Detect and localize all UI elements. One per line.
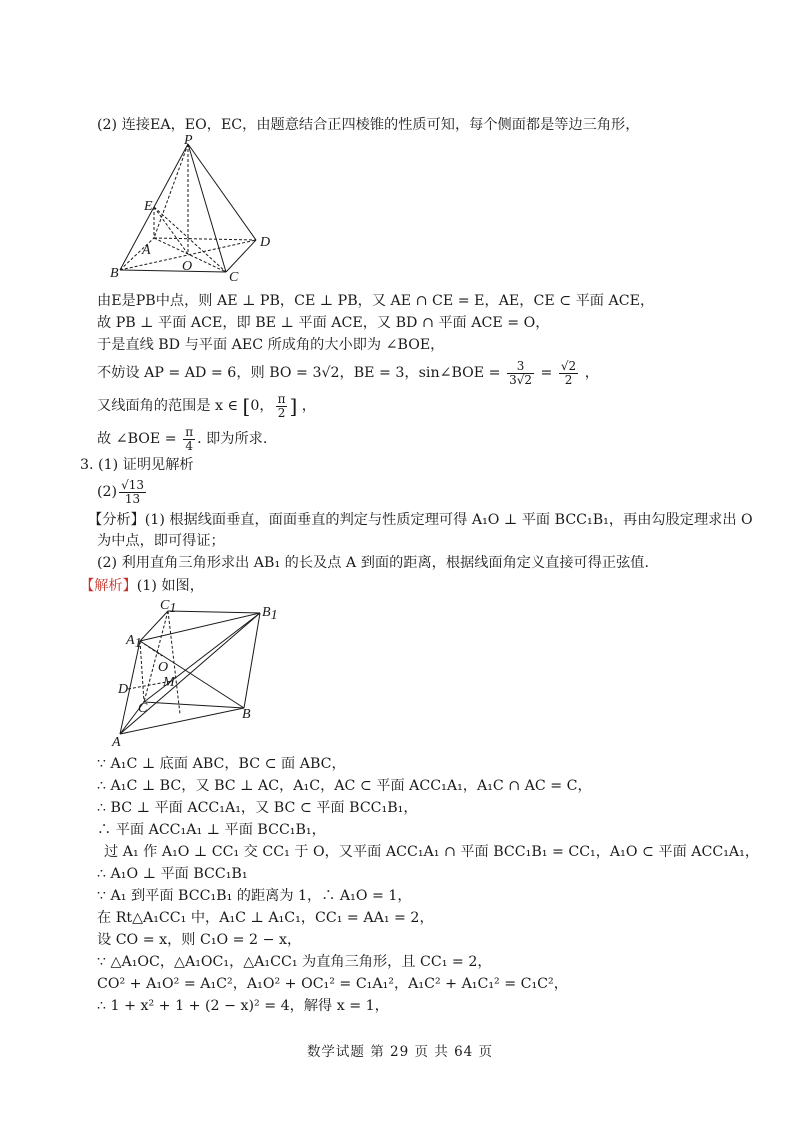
text-line: [97, 474, 148, 510]
label-A1: A1: [126, 633, 142, 651]
text-segment: 不妨设 AP = AD = 6，则 BO = 3√2，BE = 3，sin∠BOE =: [97, 365, 501, 381]
text-line: (2) 连接EA，EO，EC，由题意结合正四棱锥的性质可知，每个侧面都是等边三角形，: [97, 117, 640, 133]
analysis-tag: 【分析】: [88, 512, 145, 528]
text-line: 在 Rt△A₁CC₁ 中，A₁C ⊥ A₁C₁，CC₁ = AA₁ = 2，: [97, 910, 434, 926]
fraction: $\frac{\pi}{4}$: [185, 424, 194, 453]
label-B: B: [110, 266, 119, 281]
label-E: E: [144, 199, 153, 214]
text-line: ∴ 1 + x² + 1 + (2 − x)² = 4，解得 x = 1，: [97, 998, 389, 1014]
label-D: D: [118, 682, 129, 697]
label-B1: B1: [262, 605, 278, 623]
text-line: 故 PB ⊥ 平面 ACE，即 BE ⊥ 平面 ACE，又 BD ∩ 平面 ACE = O，: [97, 315, 550, 331]
text-line: 于是直线 BD 与平面 AEC 所成角的大小即为 ∠BOE，: [97, 337, 445, 353]
text-line: ∴ A₁C ⊥ BC，又 BC ⊥ AC，A₁C，AC ⊂ 平面 ACC₁A₁，A₁C ∩ AC = C，: [97, 778, 592, 794]
bracket: ]: [289, 394, 298, 418]
text-segment: =: [540, 365, 553, 381]
text-segment: (2): [97, 484, 118, 500]
label-A: A: [112, 735, 121, 750]
text-line: (2) 利用直角三角形求出 AB₁ 的长及点 A 到面的距离，根据线面角定义直接可得正弦值.: [97, 555, 649, 571]
fraction: $\frac{3}{3√2}$: [509, 358, 532, 387]
solution-tag: 【解析】: [80, 578, 137, 594]
label-P: P: [184, 134, 193, 148]
label-D: D: [260, 235, 271, 250]
pyramid-figure: [108, 134, 278, 282]
text-segment: ，: [301, 398, 316, 414]
bracket: [: [242, 394, 251, 418]
text-line: [97, 390, 316, 422]
label-O: O: [158, 660, 169, 675]
text-segment: . 即为所求.: [197, 431, 268, 447]
text-segment: (1) 根据线面垂直，面面垂直的判定与性质定理可得 A₁O ⊥ 平面 BCC₁B₁，再由勾股定理求出 O: [144, 512, 753, 528]
label-M: M: [163, 675, 175, 690]
text-line: [88, 511, 753, 529]
text-line: 过 A₁ 作 A₁O ⊥ CC₁ 交 CC₁ 于 O，又平面 ACC₁A₁ ∩ 平面 BCC₁B₁ = CC₁，A₁O ⊂ 平面 ACC₁A₁，: [104, 844, 760, 860]
text-line: 为中点，即可得证；: [97, 533, 225, 549]
text-line: ∴ A₁O ⊥ 平面 BCC₁B₁: [97, 866, 248, 882]
label-C: C: [229, 270, 239, 282]
text-line: ∴ 平面 ACC₁A₁ ⊥ 平面 BCC₁B₁，: [97, 822, 326, 838]
text-segment: (1) 如图，: [136, 578, 204, 594]
label-O: O: [182, 259, 193, 274]
label-A: A: [142, 243, 151, 258]
fraction: $\frac{\pi}{2}$: [277, 391, 286, 420]
label-C1: C1: [160, 598, 177, 616]
page-footer: 数学试题 第 29 页 共 64 页: [306, 1044, 494, 1060]
text-line: 由E是PB中点，则 AE ⊥ PB，CE ⊥ PB，又 AE ∩ CE = E，AE，CE ⊂ 平面 ACE，: [97, 293, 655, 309]
text-line: [80, 577, 204, 595]
text-segment: 又线面角的范围是 x ∈: [97, 398, 239, 414]
text-line: 3. (1) 证明见解析: [80, 457, 194, 473]
fraction: $\frac{√13}{13}$: [121, 477, 145, 506]
fraction: $\frac{√2}{2}$: [560, 358, 577, 387]
text-line: [97, 423, 267, 455]
text-segment: ，: [584, 365, 599, 381]
text-line: 设 CO = x，则 C₁O = 2 − x，: [97, 932, 302, 948]
text-segment: 故 ∠BOE =: [97, 431, 177, 447]
text-line: ∵ △A₁OC，△A₁OC₁，△A₁CC₁ 为直角三角形，且 CC₁ = 2，: [97, 954, 492, 970]
text-line: ∵ A₁ 到平面 BCC₁B₁ 的距离为 1，∴ A₁O = 1，: [97, 888, 412, 904]
text-line: [97, 357, 599, 389]
text-line: CO² + A₁O² = A₁C²，A₁O² + OC₁² = C₁A₁²，A₁C² + A₁C₁² = C₁C²，: [97, 976, 568, 992]
text-line: ∵ A₁C ⊥ 底面 ABC，BC ⊂ 面 ABC，: [97, 756, 346, 772]
label-C: C: [138, 701, 148, 716]
text-line: ∴ BC ⊥ 平面 ACC₁A₁，又 BC ⊂ 平面 BCC₁B₁，: [97, 800, 418, 816]
label-B: B: [242, 707, 251, 722]
prism-figure: [108, 594, 278, 750]
text-segment: 0，: [250, 398, 274, 414]
